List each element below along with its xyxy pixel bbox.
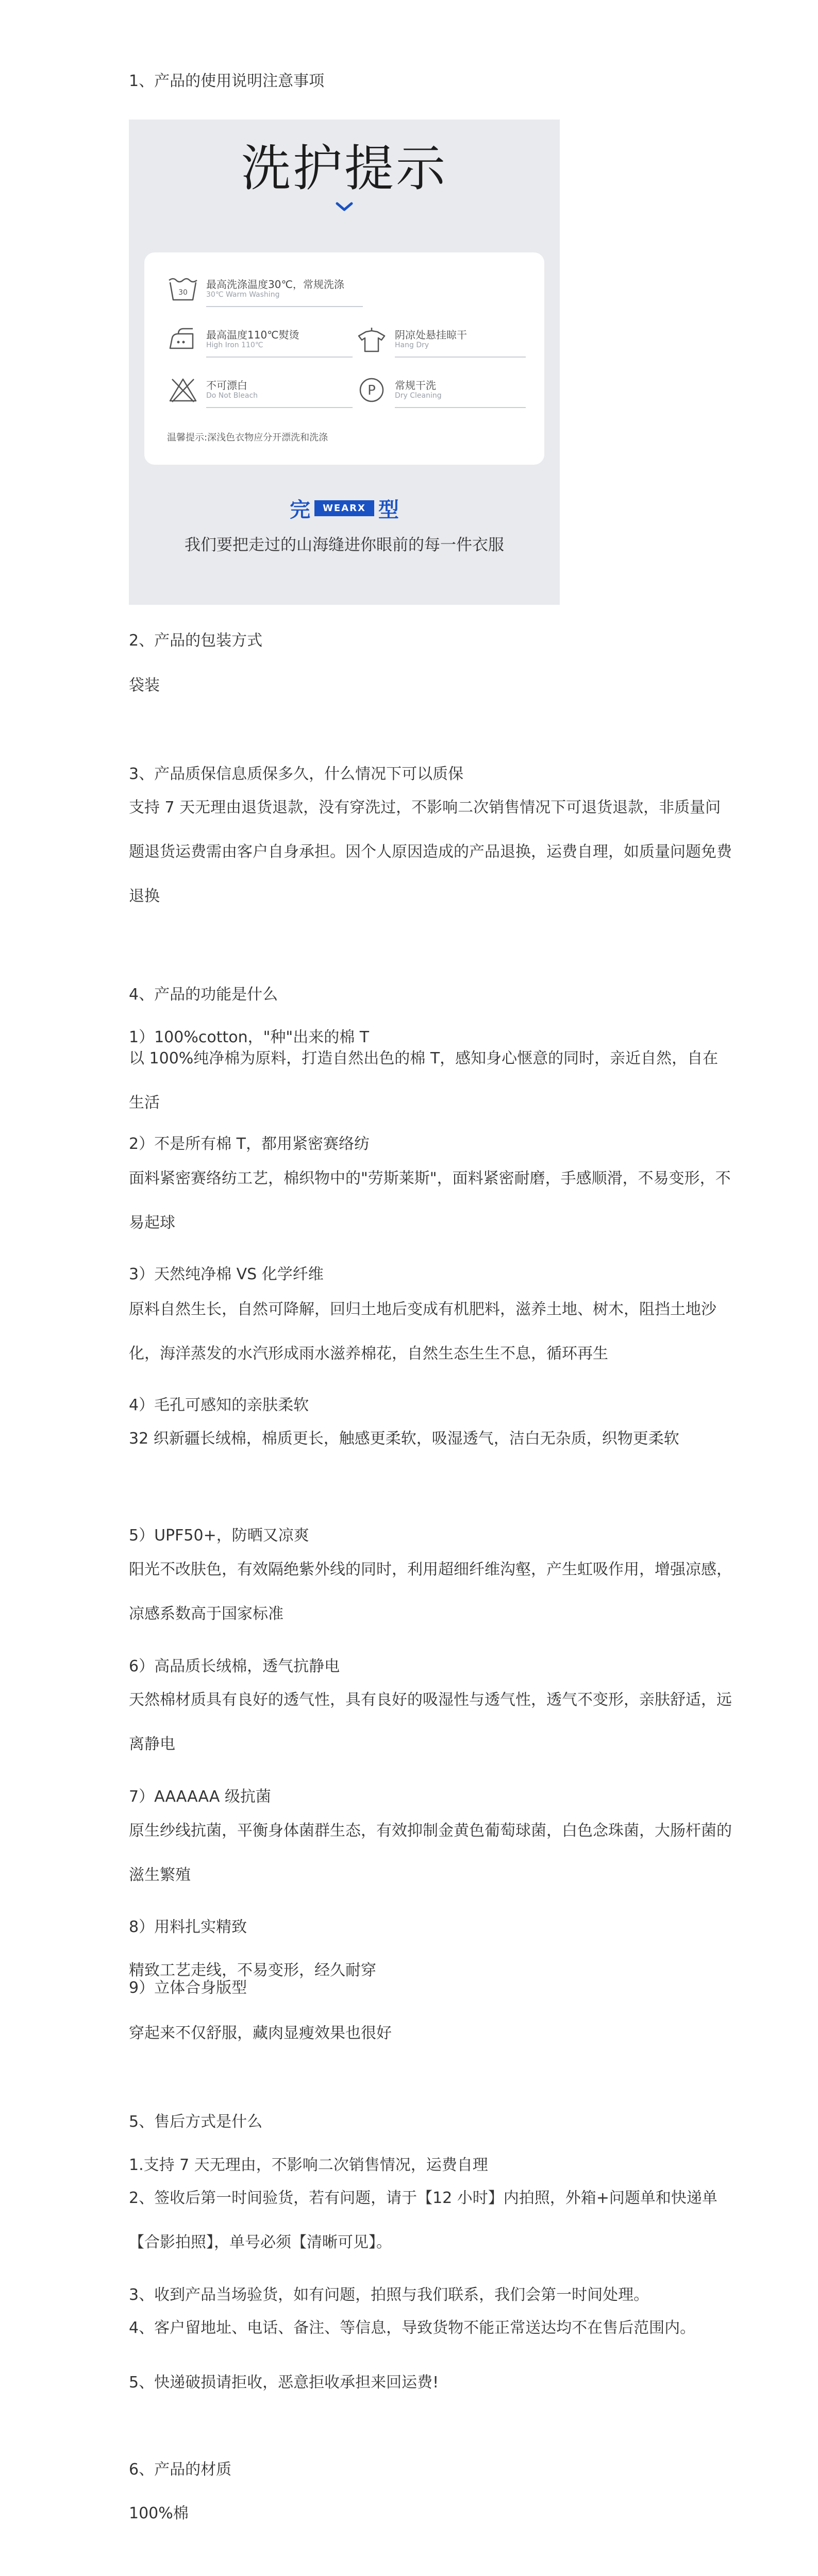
care-item-iron [167, 324, 353, 360]
after-sales-item-4: 4、客户留地址、电话、备注、等信息，导致货物不能正常送达均不在售后范围内。 [129, 2319, 696, 2337]
feature-9-body: 穿起来不仅舒服，藏肉显瘦效果也很好 [129, 2024, 392, 2042]
care-item-main: 最高洗涤温度30℃，常规洗涤 [206, 278, 344, 291]
care-item-main: 不可漂白 [206, 379, 247, 392]
section-3-body: 支持 7 天无理由退货退款，没有穿洗过，不影响二次销售情况下可退货退款，非质量问题退货运费需由客户自身承担。因个人原因造成的产品退换，运费自理，如质量问题免费退换 [129, 799, 732, 905]
care-item-no-bleach [167, 374, 353, 410]
feature-7-body: 原生纱线抗菌，平衡身体菌群生态，有效抑制金黄色葡萄球菌，白色念珠菌，大肠杆菌的滋生繁殖 [129, 1822, 732, 1884]
feature-4-body: 32 织新疆长绒棉，棉质更长，触感更柔软，吸湿透气，洁白无杂质，织物更柔软 [129, 1430, 679, 1448]
hanging-shirt-icon [356, 326, 388, 353]
section-6-body: 100%棉 [129, 2504, 189, 2522]
divider [206, 357, 353, 358]
no-bleach-icon [167, 376, 199, 404]
dry-clean-icon [356, 376, 388, 404]
feature-3-body: 原料自然生长，自然可降解，回归土地后变成有机肥料，滋养土地、树木，阻挡土地沙化，海洋蒸发的水汽形成雨水滋养棉花，自然生态生生不息，循环再生 [129, 1300, 716, 1363]
after-sales-item-5: 5、快递破损请拒收，恶意拒收承担来回运费! [129, 2374, 439, 2392]
divider [395, 357, 526, 358]
wash-tub-icon [167, 275, 199, 303]
care-item-hang-dry [356, 324, 526, 360]
tub-temperature-label: 30 [178, 289, 188, 297]
feature-1-body: 以 100%纯净棉为原料，打造自然出色的棉 T，感知身心惬意的同时，亲近自然，自在生活 [129, 1049, 719, 1112]
feature-9-title: 9）立体合身版型 [129, 1979, 247, 1997]
brand-logo-wordmark: WEARX [314, 500, 374, 516]
section-1-title: 1、产品的使用说明注意事项 [129, 72, 325, 90]
care-item-main: 常规干洗 [395, 379, 436, 392]
section-6-title: 6、产品的材质 [129, 2461, 232, 2479]
feature-2-body: 面料紧密赛络纺工艺，棉织物中的"劳斯莱斯"，面料紧密耐磨，手感顺滑，不易变形，不易起球 [129, 1170, 731, 1232]
after-sales-item-3: 3、收到产品当场验货，如有问题，拍照与我们联系，我们会第一时间处理。 [129, 2286, 649, 2304]
section-2-body: 袋装 [129, 676, 160, 694]
care-item-sub: Dry Cleaning [395, 392, 442, 400]
care-item-sub: High Iron 110℃ [206, 341, 263, 349]
section-5-title: 5、售后方式是什么 [129, 2113, 263, 2131]
feature-6-title: 6）高品质长绒棉，透气抗静电 [129, 1657, 340, 1675]
care-item-main: 最高温度110℃熨烫 [206, 329, 299, 341]
brand-logo [129, 494, 560, 520]
iron-icon [167, 326, 199, 353]
after-sales-item-2: 2、签收后第一时间验货，若有问题，请于【12 小时】内拍照，外箱+问题单和快递单【合影拍照】，单号必须【清晰可见】。 [129, 2189, 717, 2251]
feature-6-body: 天然棉材质具有良好的透气性，具有良好的吸湿性与透气性，透气不变形，亲肤舒适，远离静电 [129, 1691, 732, 1753]
feature-4-title: 4）毛孔可感知的亲肤柔软 [129, 1396, 309, 1414]
section-4-title: 4、产品的功能是什么 [129, 986, 278, 1004]
feature-8-title: 8）用料扎实精致 [129, 1918, 247, 1936]
divider [206, 306, 363, 307]
dry-clean-letter: P [368, 383, 376, 398]
care-instructions-panel [129, 120, 560, 605]
feature-8-body: 精致工艺走线，不易变形，经久耐穿 [129, 1961, 376, 1979]
after-sales-item-1: 1.支持 7 天无理由，不影响二次销售情况，运费自理 [129, 2156, 488, 2174]
chevron-down-icon [334, 199, 355, 214]
feature-3-title: 3）天然纯净棉 VS 化学纤维 [129, 1265, 324, 1283]
care-item-sub: Do Not Bleach [206, 392, 258, 400]
care-item-dry-clean [356, 374, 526, 410]
brand-logo-char-2: 型 [378, 498, 399, 522]
brand-logo-char-1: 完 [290, 498, 311, 522]
care-item-sub: Hang Dry [395, 341, 429, 349]
feature-5-body: 阳光不改肤色，有效隔绝紫外线的同时，利用超细纤维沟壑，产生虹吸作用，增强凉感，凉感系数高于国家标准 [129, 1561, 732, 1623]
brand-slogan: 我们要把走过的山海缝进你眼前的每一件衣服 [185, 536, 504, 554]
feature-7-title: 7）AAAAAA 级抗菌 [129, 1788, 271, 1806]
section-2-title: 2、产品的包装方式 [129, 632, 263, 650]
care-item-sub: 30℃ Warm Washing [206, 291, 280, 299]
divider [206, 407, 353, 408]
divider [395, 407, 526, 408]
feature-2-title: 2）不是所有棉 T，都用紧密赛络纺 [129, 1135, 370, 1153]
care-item-main: 阴凉处悬挂晾干 [395, 329, 467, 341]
care-title: 洗护提示 [241, 140, 447, 197]
care-note: 温馨提示:深浅色衣物应分开漂洗和洗涤 [167, 432, 328, 443]
section-3-title: 3、产品质保信息质保多久，什么情况下可以质保 [129, 765, 464, 783]
feature-5-title: 5）UPF50+，防晒又凉爽 [129, 1527, 309, 1545]
feature-1-title: 1）100%cotton，"种"出来的棉 T [129, 1028, 370, 1046]
care-item-wash [167, 273, 363, 309]
care-card [144, 252, 544, 465]
